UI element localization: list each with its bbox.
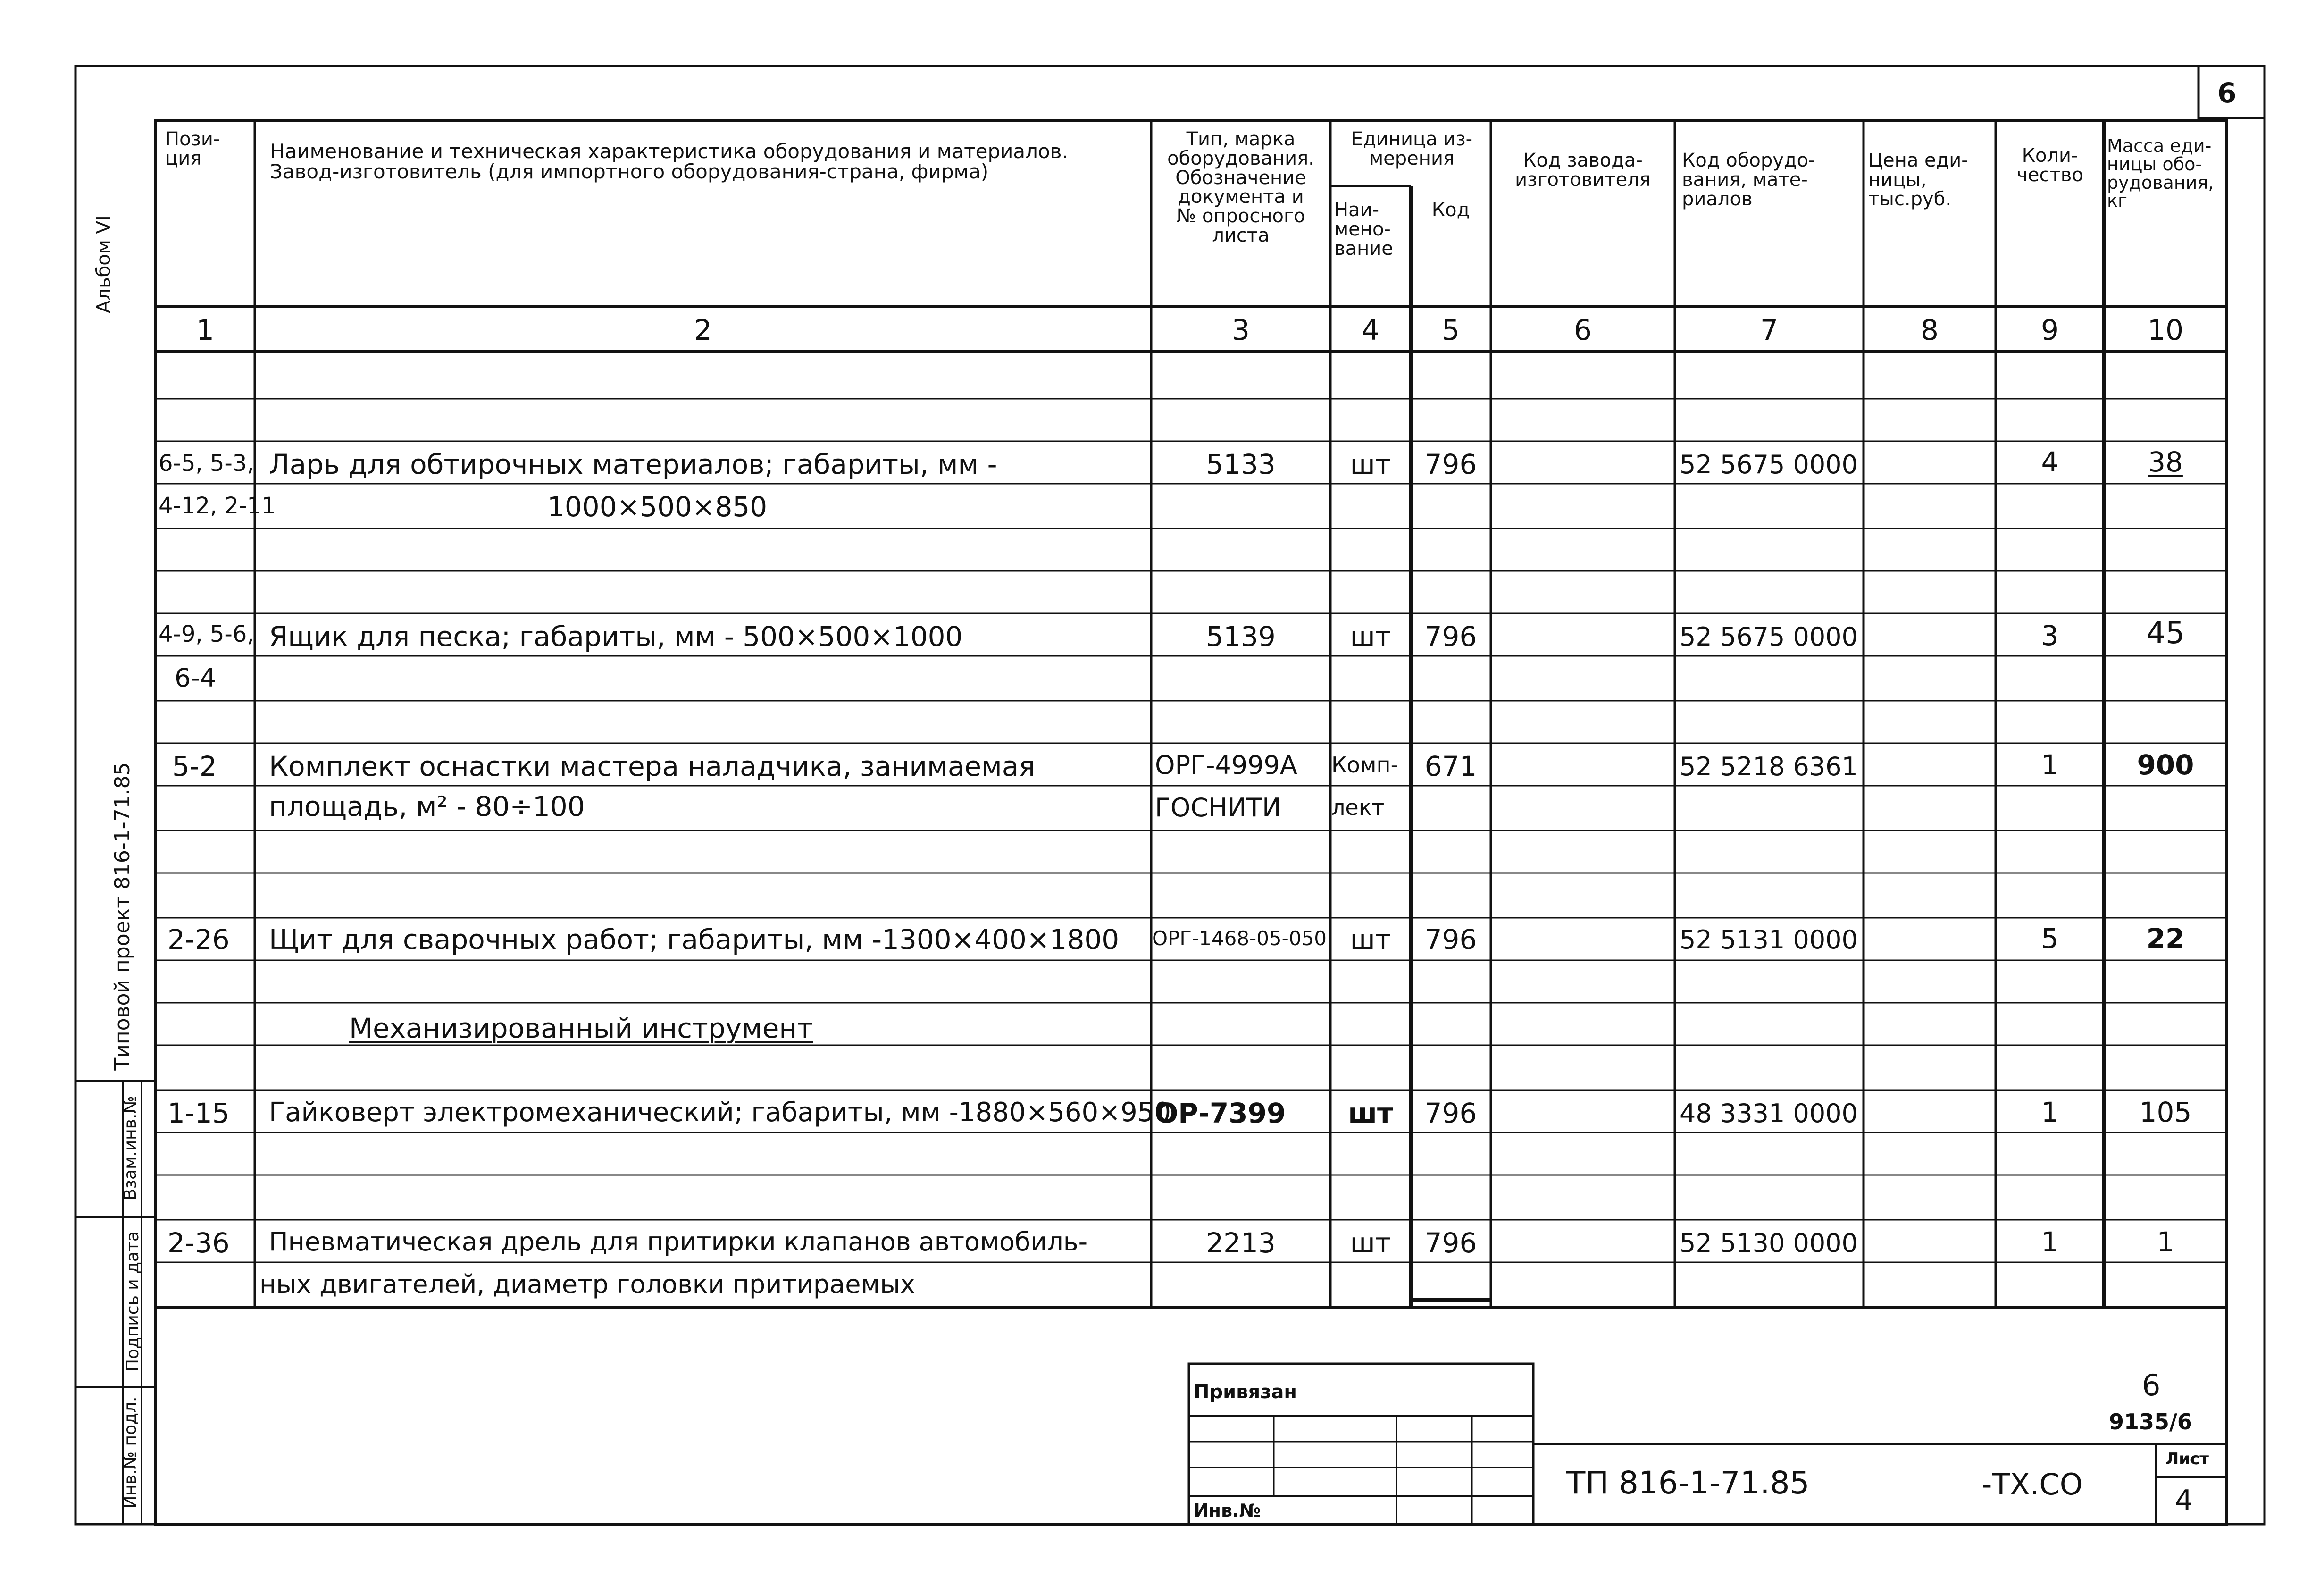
table-row-quantity: 1 (2041, 1226, 2059, 1258)
table-row-unit: шт (1350, 448, 1391, 480)
page-number: 6 (2142, 1368, 2161, 1402)
table-row-position: 2-26 (167, 923, 230, 956)
table-row-mass: 105 (2139, 1096, 2192, 1128)
column-number: 8 (1920, 314, 1939, 347)
table-row-position: 1-15 (167, 1097, 230, 1129)
drawing-code: 9135/6 (2109, 1409, 2192, 1435)
vzam-inv-label: Взам.инв.№ (121, 1096, 140, 1200)
column-number: 9 (2040, 314, 2059, 347)
table-row-name: Гайковерт электромеханический; габариты, мм -1880×560×950 (269, 1097, 1171, 1128)
table-row-type: 5133 (1206, 448, 1276, 480)
column-number: 2 (694, 314, 712, 347)
column-number: 7 (1760, 314, 1779, 347)
header-unit-group: Единица из- мерения (1351, 128, 1473, 169)
table-row-name: Пневматическая дрель для притирки клапанов автомобиль- (269, 1227, 1088, 1257)
table-row-type: ГОСНИТИ (1155, 793, 1281, 822)
header-type: Тип, марка оборудования. Обозначение документа и № опросного листа (1167, 128, 1314, 246)
section-title: Механизированный инструмент (349, 1012, 813, 1044)
sheet-number: 4 (2175, 1484, 2193, 1517)
table-row-type: ОРГ-1468-05-050 (1152, 927, 1327, 950)
header-name: Наименование и техническая характеристика оборудования и материалов. Завод-изготовитель (для импортного оборудования-страна, фирма) (270, 140, 1068, 183)
document-suffix: -ТХ.СО (1981, 1467, 2083, 1502)
table-row-name: Ларь для обтирочных материалов; габариты, мм - (269, 448, 997, 480)
table-row-name: 1000×500×850 (547, 491, 768, 523)
table-row-position: 4-9, 5-6, (159, 621, 254, 647)
table-row-mass: 45 (2146, 616, 2185, 651)
table-row-quantity: 4 (2041, 446, 2059, 478)
table-row-type: 2213 (1206, 1227, 1276, 1259)
table-row-equipment-code: 52 5130 0000 (1680, 1228, 1858, 1258)
table-row-name: Ящик для песка; габариты, мм - 500×500×1000 (269, 621, 963, 653)
column-number: 6 (1573, 314, 1592, 347)
header-factory-code: Код завода- изготовителя (1515, 150, 1651, 191)
project-label: Типовой проект 816-1-71.85 (110, 762, 134, 1071)
table-row-name: Щит для сварочных работ; габариты, мм -1300×400×1800 (269, 923, 1120, 956)
table-row-unit-code: 796 (1424, 1097, 1477, 1129)
table-row-equipment-code: 52 5675 0000 (1680, 622, 1858, 652)
table-row-unit-code: 671 (1424, 750, 1477, 782)
table-row-mass: 38 (2148, 446, 2183, 478)
table-row-unit: Комп- (1331, 752, 1399, 778)
table-row-unit-code: 796 (1424, 923, 1477, 956)
table-row-equipment-code: 48 3331 0000 (1680, 1099, 1858, 1128)
table-row-unit: шт (1350, 621, 1391, 653)
document-code: ТП 816-1-71.85 (1566, 1465, 1810, 1501)
header-unit-code: Код (1431, 199, 1470, 221)
table-row-quantity: 5 (2041, 923, 2059, 955)
table-row-type: ОР-7399 (1155, 1097, 1286, 1129)
header-unit-name: Наи- мено- вание (1334, 199, 1393, 260)
table-row-unit: лект (1331, 795, 1385, 820)
sheet-label: Лист (2165, 1450, 2209, 1468)
table-row-name: Комплект оснастки мастера наладчика, занимаемая (269, 750, 1036, 782)
column-number: 3 (1231, 314, 1250, 347)
table-row-type: 5139 (1206, 621, 1276, 653)
table-row-unit: шт (1348, 1097, 1393, 1129)
column-number: 4 (1361, 314, 1380, 347)
table-row-equipment-code: 52 5675 0000 (1680, 450, 1858, 479)
column-number: 1 (196, 314, 215, 347)
table-row-unit-code: 796 (1424, 621, 1477, 653)
header-price: Цена еди- ницы, тыс.руб. (1868, 150, 1968, 210)
header-quantity: Коли- чество (2016, 145, 2083, 186)
table-row-name: ных двигателей, диаметр головки притираемых (259, 1269, 915, 1299)
table-row-equipment-code: 52 5131 0000 (1680, 925, 1858, 955)
stamp-privyazan: Привязан (1194, 1381, 1297, 1403)
header-mass: Масса еди- ницы обо- рудования, кг (2107, 135, 2214, 211)
header-equipment-code: Код оборудо- вания, мате- риалов (1682, 150, 1815, 210)
table-row-mass: 900 (2137, 749, 2194, 781)
table-row-unit: шт (1350, 1227, 1391, 1259)
sheet-corner-number: 6 (2217, 77, 2237, 109)
table-row-equipment-code: 52 5218 6361 (1680, 752, 1858, 781)
table-row-quantity: 1 (2041, 749, 2059, 781)
column-number: 5 (1441, 314, 1460, 347)
table-row-position: 6-4 (175, 663, 217, 693)
header-position: Пози- ция (165, 128, 220, 169)
podpis-data-label: Подпись и дата (123, 1231, 142, 1372)
stamp-inv-number: Инв.№ (1194, 1500, 1261, 1521)
table-row-name: площадь, м² - 80÷100 (269, 790, 585, 822)
inv-podl-label: Инв.№ подл. (121, 1396, 140, 1509)
table-row-position: 5-2 (172, 750, 217, 782)
table-row-mass: 1 (2157, 1226, 2174, 1258)
table-row-quantity: 1 (2041, 1096, 2059, 1128)
table-row-mass: 22 (2146, 923, 2185, 955)
table-row-position: 6-5, 5-3, (159, 450, 254, 477)
table-row-unit: шт (1350, 923, 1391, 956)
table-row-position: 4-12, 2-11 (159, 493, 276, 519)
table-row-unit-code: 796 (1424, 1227, 1477, 1259)
column-number: 10 (2147, 314, 2184, 347)
table-row-type: ОРГ-4999А (1155, 750, 1297, 780)
table-row-position: 2-36 (167, 1227, 230, 1259)
table-row-unit-code: 796 (1424, 448, 1477, 480)
table-row-quantity: 3 (2041, 620, 2059, 652)
album-label: Альбом VI (93, 215, 115, 313)
